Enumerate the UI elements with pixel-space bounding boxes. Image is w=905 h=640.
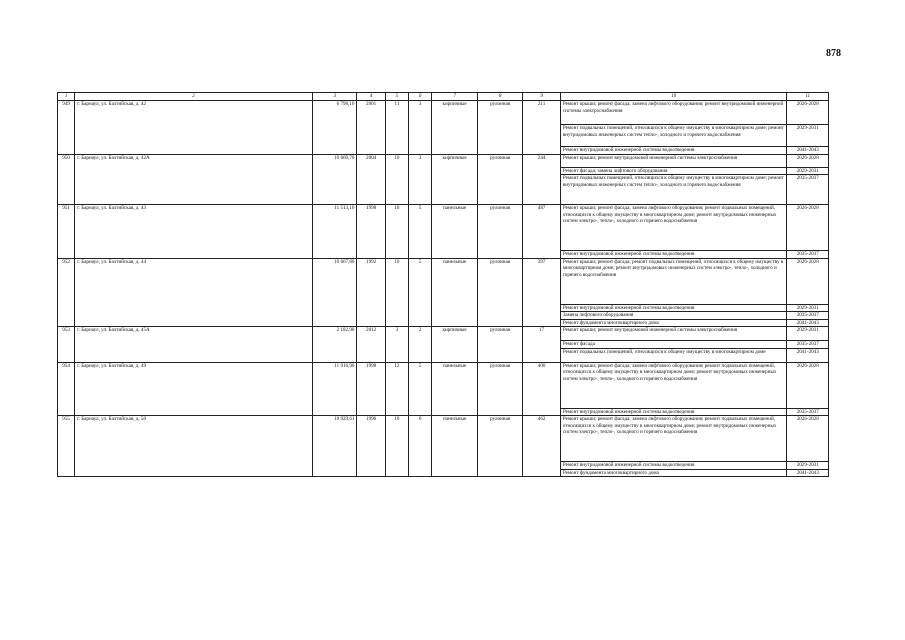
entrances-cell: 6 xyxy=(409,416,432,477)
roof-cell: рулонная xyxy=(477,205,523,259)
work-period: 2035-2037 xyxy=(787,251,829,259)
year-cell: 1998 xyxy=(357,205,385,259)
walls-cell: панельные xyxy=(432,416,478,477)
col-header: 5 xyxy=(385,93,408,101)
col-header: 2 xyxy=(75,93,313,101)
roof-cell: рулонная xyxy=(477,362,523,416)
year-cell: 1996 xyxy=(357,416,385,477)
residents-cell: 487 xyxy=(523,205,560,259)
work-period: 2041-2043 xyxy=(787,469,829,477)
year-cell: 1992 xyxy=(357,258,385,327)
table-row xyxy=(58,205,829,251)
floors-cell: 10 xyxy=(385,154,408,205)
col-header: 10 xyxy=(560,93,787,101)
work-description: Ремонт подвальных помещений, относящихся к общему имуществу в многоквартирном доме xyxy=(560,348,787,362)
work-period: 2029-2031 xyxy=(787,125,829,147)
walls-cell: панельные xyxy=(432,362,478,416)
record-number: 954 xyxy=(58,362,75,416)
area-cell: 10 929,61 xyxy=(312,416,357,477)
residents-cell: 17 xyxy=(523,327,560,363)
table-row xyxy=(58,154,829,167)
col-header: 8 xyxy=(477,93,523,101)
roof-cell: рулонная xyxy=(477,327,523,363)
floors-cell: 3 xyxy=(385,327,408,363)
work-description: Ремонт внутридомовой инженерной системы водоотведения xyxy=(560,462,787,470)
work-description: Ремонт внутридомовой инженерной системы водоотведения xyxy=(560,304,787,312)
work-description: Ремонт крыши; ремонт фасада; замена лифтового оборудования; ремонт внутридомовой инженерной системы электроснабжения xyxy=(560,101,787,125)
record-number: 953 xyxy=(58,327,75,363)
work-period: 2029-2031 xyxy=(787,167,829,175)
work-period: 2041-2043 xyxy=(787,147,829,155)
col-header: 1 xyxy=(58,93,75,101)
work-description: Ремонт крыши; ремонт фасада; замена лифтового оборудования; ремонт подвальных помещений, относящихся к общему имуществу в многоквартирном доме; ремонт внутридомовых инженерных систем электро-, тепло-, холодного и горячего водоснабжения xyxy=(560,205,787,251)
work-description: Ремонт подвальных помещений, относящихся к общему имуществу в многоквартирном доме; ремонт внутридомовых инженерных систем тепло-, холодного и горячего водоснабжения xyxy=(560,175,787,205)
work-period: 2035-2037 xyxy=(787,408,829,416)
roof-cell: рулонная xyxy=(477,101,523,155)
walls-cell: панельные xyxy=(432,205,478,259)
area-cell: 10 667,80 xyxy=(312,258,357,327)
work-description: Ремонт фундамента многоквартирного дома xyxy=(560,469,787,477)
walls-cell: кирпичные xyxy=(432,154,478,205)
record-number: 955 xyxy=(58,416,75,477)
address-cell: г. Барнаул, ул. Балтийская, д. 42 xyxy=(75,101,313,155)
roof-cell: рулонная xyxy=(477,416,523,477)
floors-cell: 10 xyxy=(385,258,408,327)
col-header: 6 xyxy=(409,93,432,101)
address-cell: г. Барнаул, ул. Балтийская, д. 50 xyxy=(75,416,313,477)
residents-cell: 211 xyxy=(523,101,560,155)
entrances-cell: 5 xyxy=(409,362,432,416)
address-cell: г. Барнаул, ул. Балтийская, д. 42А xyxy=(75,154,313,205)
col-header: 7 xyxy=(432,93,478,101)
work-description: Ремонт крыши; ремонт фасада; ремонт подвальных помещений, относящихся к общему имуществу в многоквартирном доме; ремонт внутридомовых инженерных систем электро-, тепло-, холодного и горячего водоснабжения xyxy=(560,258,787,304)
walls-cell: кирпичные xyxy=(432,327,478,363)
col-header: 3 xyxy=(312,93,357,101)
work-description: Ремонт фасада; замена лифтового оборудования xyxy=(560,167,787,175)
record-number: 951 xyxy=(58,205,75,259)
area-cell: 2 182,90 xyxy=(312,327,357,363)
table-row xyxy=(58,362,829,408)
table-row xyxy=(58,101,829,125)
work-period: 2041-2043 xyxy=(787,348,829,362)
floors-cell: 12 xyxy=(385,362,408,416)
work-description: Ремонт внутридомовой инженерной системы водоотведения xyxy=(560,147,787,155)
work-period: 2029-2031 xyxy=(787,304,829,312)
table-row xyxy=(58,258,829,304)
record-number: 949 xyxy=(58,101,75,155)
record-number: 952 xyxy=(58,258,75,327)
address-cell: г. Барнаул, ул. Балтийская, д. 45А xyxy=(75,327,313,363)
entrances-cell: 2 xyxy=(409,327,432,363)
work-period: 2035-2037 xyxy=(787,175,829,205)
work-description: Замена лифтового оборудования xyxy=(560,312,787,320)
area-cell: 6 798,10 xyxy=(312,101,357,155)
year-cell: 2001 xyxy=(357,101,385,155)
table-row xyxy=(58,327,829,341)
work-description: Ремонт крыши; ремонт внутридомовой инженерной системы электроснабжения xyxy=(560,154,787,167)
work-description: Ремонт фасада xyxy=(560,341,787,349)
floors-cell: 10 xyxy=(385,205,408,259)
work-description: Ремонт крыши; ремонт внутридомовой инженерной системы электроснабжения xyxy=(560,327,787,341)
col-header: 9 xyxy=(523,93,560,101)
work-period: 2029-2031 xyxy=(787,327,829,341)
work-period: 2026-2028 xyxy=(787,362,829,408)
work-description: Ремонт крыши; ремонт фасада; замена лифтового оборудования; ремонт подвальных помещений, относящихся к общему имуществу в многоквартирном доме; ремонт внутридомовых инженерных систем электро-, тепло-, холодного и горячего водоснабжения xyxy=(560,416,787,462)
work-period: 2035-2037 xyxy=(787,312,829,320)
work-period: 2026-2028 xyxy=(787,101,829,125)
roof-cell: рулонная xyxy=(477,258,523,327)
area-cell: 10 669,70 xyxy=(312,154,357,205)
address-cell: г. Барнаул, ул. Балтийская, д. 49 xyxy=(75,362,313,416)
residents-cell: 244 xyxy=(523,154,560,205)
work-period: 2026-2028 xyxy=(787,258,829,304)
residents-cell: 400 xyxy=(523,362,560,416)
col-header: 4 xyxy=(357,93,385,101)
floors-cell: 11 xyxy=(385,101,408,155)
area-cell: 11 513,10 xyxy=(312,205,357,259)
column-number-row xyxy=(58,93,829,101)
capital-repair-table xyxy=(57,92,829,477)
work-description: Ремонт крыши; ремонт фасада; замена лифтового оборудования; ремонт подвальных помещений, относящихся к общему имуществу в многоквартирном доме; ремонт внутридомовых инженерных систем электро-, тепло-, холодного и горячего водоснабжения xyxy=(560,362,787,408)
table-row xyxy=(58,416,829,462)
address-cell: г. Барнаул, ул. Балтийская, д. 43 xyxy=(75,205,313,259)
entrances-cell: 5 xyxy=(409,258,432,327)
walls-cell: кирпичные xyxy=(432,101,478,155)
work-description: Ремонт внутридомовой инженерной системы водоотведения xyxy=(560,251,787,259)
year-cell: 2004 xyxy=(357,154,385,205)
page-number: 878 xyxy=(826,48,841,59)
work-period: 2035-2037 xyxy=(787,341,829,349)
entrances-cell: 3 xyxy=(409,101,432,155)
work-description: Ремонт фундамента многоквартирного дома xyxy=(560,319,787,327)
work-period: 2026-2028 xyxy=(787,154,829,167)
year-cell: 2012 xyxy=(357,327,385,363)
work-period: 2026-2028 xyxy=(787,416,829,462)
year-cell: 1998 xyxy=(357,362,385,416)
work-period: 2026-2028 xyxy=(787,205,829,251)
residents-cell: 462 xyxy=(523,416,560,477)
address-cell: г. Барнаул, ул. Балтийская, д. 44 xyxy=(75,258,313,327)
entrances-cell: 3 xyxy=(409,154,432,205)
work-period: 2041-2043 xyxy=(787,319,829,327)
residents-cell: 397 xyxy=(523,258,560,327)
work-description: Ремонт подвальных помещений, относящихся к общему имуществу в многоквартирном доме; ремонт внутридомовых инженерных систем тепло-, холодного и горячего водоснабжения xyxy=(560,125,787,147)
entrances-cell: 5 xyxy=(409,205,432,259)
work-period: 2029-2031 xyxy=(787,462,829,470)
area-cell: 11 916,90 xyxy=(312,362,357,416)
col-header: 11 xyxy=(787,93,829,101)
floors-cell: 10 xyxy=(385,416,408,477)
roof-cell: рулонная xyxy=(477,154,523,205)
walls-cell: панельные xyxy=(432,258,478,327)
work-description: Ремонт внутридомовой инженерной системы водоотведения xyxy=(560,408,787,416)
record-number: 950 xyxy=(58,154,75,205)
